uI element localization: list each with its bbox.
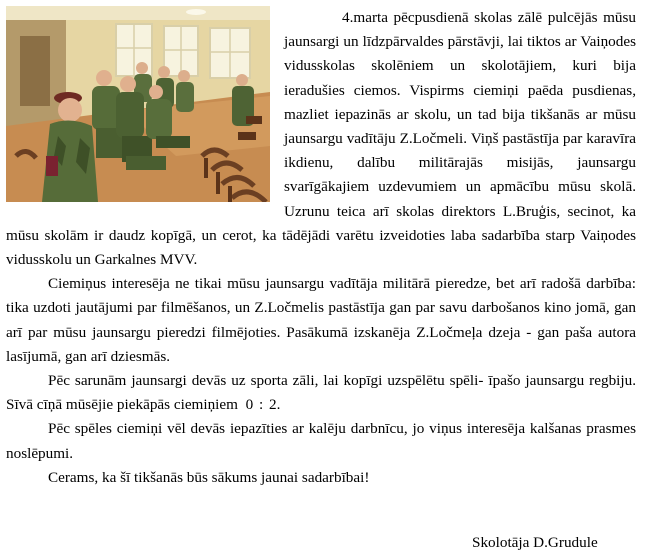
- match-score: 0 : 2.: [245, 396, 281, 414]
- paragraph-5: Cerams, ka šī tikšanās būs sākums jaunai sadarbībai!: [48, 468, 370, 486]
- paragraph-3: [6, 369, 636, 417]
- paragraph-4: Pēc spēles ciemiņi vēl devās iepazīties ar kalēju darbnīcu, jo viņus interesēja kalšanas prasmes noslēpumi.: [6, 420, 636, 462]
- document-page: [6, 6, 636, 490]
- paragraph-1: 4.marta pēcpusdienā skolas zālē pulcējās mūsu jaunsargi un līdzpārvaldes pārstāvji, lai tiktos ar Vaiņodes vidusskolas skolēniem un skolotājiem, kuri bija ieradušies ciemos. Vispirms ciemiņi paēda pusdienas, mazliet iepazinās ar skolu, un tad bija tikšanās ar mūsu jaunsargu vadītāju Z.Ločmeli. Viņš pastāstīja par karavīra ikdienu, dalību militārajās misijās, jaunsargu svarīgākajiem uzdevumiem un apmācību mūsu skolā. Uzrunu teica arī skolas direktors L.Bruģis, secinot, ka mūsu skolām ir daudz kopīgā, un cerot, ka tādējādi varētu izveidoties laba sadarbība starp Vaiņodes vidusskolu un Garkalnes MVV.: [6, 9, 636, 269]
- cadets-photo: [6, 6, 270, 202]
- paragraph-3-text: Pēc sarunām jaunsargi devās uz sporta zāli, lai kopīgi uzspēlētu spēli- īpašo jaunsargu regbiju. Sīvā cīņā mūsējie piekāpās ciemiņiem: [6, 372, 636, 414]
- paragraph-2: Ciemiņus interesēja ne tikai mūsu jaunsargu vadītāja militārā pieredze, bet arī radošā darbība: tika uzdoti jautājumi par filmēšanos, un Z.Ločmelis pastāstīja gan par savu darbošanos kino jomā, gan arī par mūsu jaunsargu pieredzi filmējoties. Pasākumā izskanēja Z.Ločmeļa dzeja - gan paša autora lasījumā, gan arī dziesmās.: [6, 275, 636, 365]
- author-signature: Skolotāja D.Grudule: [472, 534, 598, 551]
